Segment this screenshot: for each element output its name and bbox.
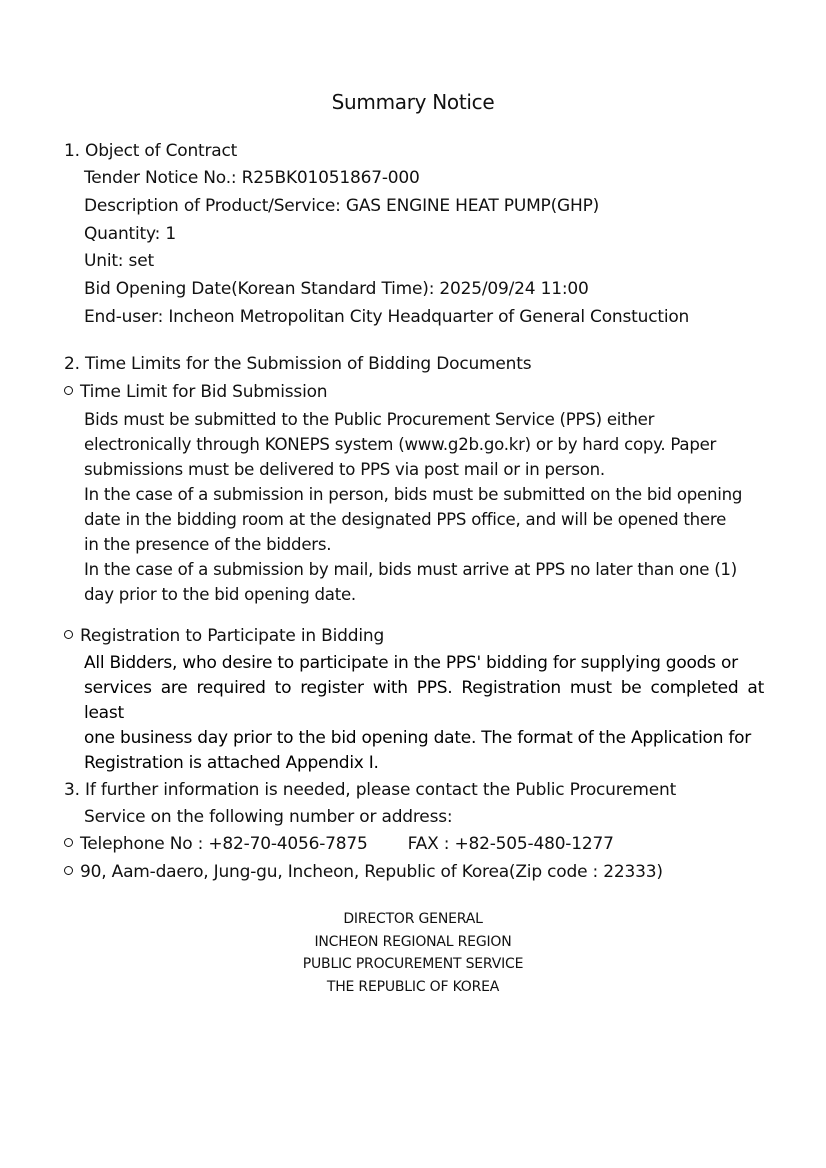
paragraph-line: In the case of a submission in person, bids must be submitted on the bid opening — [84, 485, 743, 504]
section-1-heading: 1. Object of Contract — [64, 141, 238, 161]
telephone-number: Telephone No : +82-70-4056-7875 — [80, 834, 368, 854]
product-description: Description of Product/Service: GAS ENGINE HEAT PUMP(GHP) — [84, 196, 600, 216]
fax-number: FAX : +82-505-480-1277 — [407, 834, 614, 854]
paragraph-line: submissions must be delivered to PPS via post mail or in person. — [84, 460, 605, 479]
registration-paragraph — [84, 651, 764, 776]
paragraph-line: date in the bidding room at the designated PPS office, and will be opened there — [84, 510, 727, 529]
section-3-heading: 3. If further information is needed, please contact the Public Procurement — [64, 780, 677, 800]
signature-line: THE REPUBLIC OF KOREA — [326, 978, 500, 995]
signature-line: PUBLIC PROCUREMENT SERVICE — [302, 956, 524, 972]
paragraph-line: All Bidders, who desire to participate in the PPS' bidding for supplying goods or — [84, 653, 738, 673]
bid-submission-paragraph — [84, 407, 764, 607]
end-user: End-user: Incheon Metropolitan City Headquarter of General Constuction — [84, 307, 690, 327]
bid-opening-date: Bid Opening Date(Korean Standard Time): 2025/09/24 11:00 — [84, 279, 589, 299]
bullet-circle-icon — [64, 630, 73, 639]
paragraph-line: In the case of a submission by mail, bids must arrive at PPS no later than one (1) — [84, 560, 737, 579]
tender-notice-number: Tender Notice No.: R25BK01051867-000 — [84, 168, 420, 188]
bid-submission-heading-text: Time Limit for Bid Submission — [80, 382, 328, 402]
unit: Unit: set — [84, 251, 154, 271]
registration-heading — [64, 624, 384, 648]
paragraph-line: in the presence of the bidders. — [84, 535, 332, 554]
section-3-heading-continued: Service on the following number or address: — [84, 807, 453, 827]
paragraph-line: Registration is attached Appendix Ⅰ. — [84, 753, 379, 773]
paragraph-line: services are required to register with PPS. Registration must be completed at least — [84, 678, 764, 723]
bullet-circle-icon — [64, 386, 73, 395]
registration-heading-text: Registration to Participate in Bidding — [80, 626, 385, 646]
page-title: Summary Notice — [331, 90, 495, 114]
contact-phone-fax — [64, 832, 614, 856]
section-2-heading: 2. Time Limits for the Submission of Bidding Documents — [64, 354, 532, 374]
contact-address — [64, 860, 663, 884]
paragraph-line: day prior to the bid opening date. — [84, 585, 356, 604]
paragraph-line: one business day prior to the bid opening date. The format of the Application for — [84, 728, 751, 748]
paragraph-line: Bids must be submitted to the Public Procurement Service (PPS) either — [84, 410, 655, 429]
signature-block — [0, 908, 826, 998]
quantity: Quantity: 1 — [84, 224, 176, 244]
address-text: 90, Aam-daero, Jung-gu, Incheon, Republic of Korea(Zip code : 22333) — [80, 862, 663, 882]
bid-submission-heading — [64, 380, 327, 404]
bullet-circle-icon — [64, 838, 73, 847]
signature-line: INCHEON REGIONAL REGION — [314, 933, 512, 950]
paragraph-line: electronically through KONEPS system (www.g2b.go.kr) or by hard copy. Paper — [84, 435, 717, 454]
bullet-circle-icon — [64, 866, 73, 875]
signature-line: DIRECTOR GENERAL — [343, 911, 483, 927]
